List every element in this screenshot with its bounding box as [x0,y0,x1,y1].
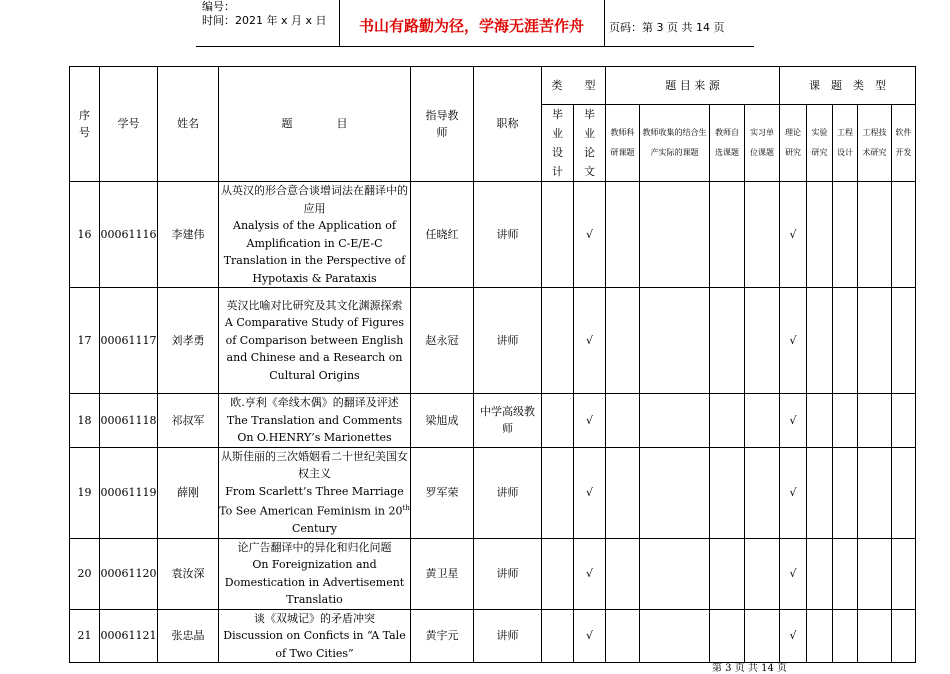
header-type-design: 毕业设计 [542,105,574,182]
cell-empty [745,538,780,609]
header-meta [202,0,327,28]
cell-student-id: 00061117 [100,288,158,394]
cell-empty [807,288,833,394]
title-cn: 欧.亨利《牵线木偶》的翻译及评述 [230,396,399,409]
cell-name: 张忠晶 [158,609,219,663]
cell-type-mark: √ [574,394,606,448]
cell-seq: 16 [70,182,100,288]
cell-empty [807,609,833,663]
title-en: The Translation and Comments On O.HENRY’s Marionettes [226,413,403,444]
cell-type-mark: √ [574,288,606,394]
cell-advisor: 黄宇元 [411,609,474,663]
cell-title [219,609,411,663]
cell-name: 袁汝深 [158,538,219,609]
cell-empty [710,538,745,609]
cell-empty [542,538,574,609]
cell-rank: 讲师 [474,288,542,394]
header-kind-engineering: 工程设计 [833,105,858,182]
cell-empty [710,182,745,288]
cell-empty [606,609,640,663]
title-cn: 从斯佳丽的三次婚姻看二十世纪美国女权主义 [221,449,408,480]
cell-kind-mark: √ [780,288,807,394]
cell-type-mark: √ [574,447,606,538]
title-cn: 英汉比喻对比研究及其文化渊源探索 [226,298,403,312]
cell-empty [807,538,833,609]
table-row [70,538,916,609]
header-source-practical: 教师收集的结合生产实际的课题 [640,105,710,182]
cell-seq: 20 [70,538,100,609]
title-en [219,483,410,538]
cell-empty [807,447,833,538]
cell-empty [858,182,892,288]
cell-empty [606,394,640,448]
cell-empty [833,394,858,448]
cell-empty [542,182,574,288]
cell-seq: 17 [70,288,100,394]
cell-title [219,288,411,394]
cell-empty [892,447,916,538]
cell-advisor: 黄卫星 [411,538,474,609]
title-en: On Foreignization and Domestication in Advertisement Translatio [224,558,405,607]
cell-seq: 19 [70,447,100,538]
cell-seq: 21 [70,609,100,663]
cell-empty [858,288,892,394]
topic-table [69,66,916,663]
header-source-self: 教师自选课题 [710,105,745,182]
cell-kind-mark: √ [780,538,807,609]
title-en: Analysis of the Application of Amplification in C-E/E-C Translation in the Perspective of Hypotaxis & Parataxis [223,219,406,285]
cell-empty [892,288,916,394]
table-row [70,394,916,448]
cell-title [219,182,411,288]
header-type-thesis: 毕业论文 [574,105,606,182]
table-row [70,447,916,538]
cell-advisor: 任晓红 [411,182,474,288]
title-en-superscript: th [402,504,410,512]
table-row [70,288,916,394]
time-label: 时间：2021 年 x 月 x 日 [202,14,327,27]
title-en-text: Century [292,522,337,536]
header-source-research: 教师科研课题 [606,105,640,182]
cell-empty [640,609,710,663]
cell-rank: 讲师 [474,447,542,538]
header-topic: 题 目 [219,67,411,182]
cell-empty [892,538,916,609]
cell-empty [542,288,574,394]
cell-empty [710,288,745,394]
cell-empty [606,447,640,538]
cell-empty [833,538,858,609]
cell-empty [833,609,858,663]
cell-empty [606,182,640,288]
cell-empty [833,288,858,394]
cell-rank: 讲师 [474,609,542,663]
cell-type-mark: √ [574,538,606,609]
cell-empty [858,394,892,448]
cell-name: 刘孝勇 [158,288,219,394]
title-en: Discussion on Conficts in “A Tale of Two Cities” [223,629,406,660]
cell-empty [710,394,745,448]
cell-kind-mark: √ [780,394,807,448]
cell-empty [640,447,710,538]
header-row [70,67,916,105]
cell-student-id: 00061119 [100,447,158,538]
cell-advisor: 赵永冠 [411,288,474,394]
cell-type-mark: √ [574,182,606,288]
header-rank: 职称 [474,67,542,182]
cell-advisor: 罗军荣 [411,447,474,538]
title-cn: 论广告翻译中的异化和归化问题 [237,540,392,554]
cell-empty [640,288,710,394]
header-source-group: 题 目 来 源 [606,67,780,105]
header-motto: 书山有路勤为径，学海无涯苦作舟 [358,17,584,35]
header-kind-tech: 工程技术研究 [858,105,892,182]
header-kind-theory: 理论研究 [780,105,807,182]
cell-rank: 讲师 [474,538,542,609]
header-divider [604,0,605,46]
cell-student-id: 00061121 [100,609,158,663]
cell-title [219,447,411,538]
cell-empty [542,394,574,448]
table-row [70,609,916,663]
header-kind-experiment: 实验研究 [807,105,833,182]
cell-type-mark: √ [574,609,606,663]
header-advisor: 指导教师 [411,67,474,182]
cell-empty [606,538,640,609]
cell-empty [640,394,710,448]
cell-empty [807,394,833,448]
cell-empty [745,609,780,663]
cell-title [219,538,411,609]
cell-name: 薛刚 [158,447,219,538]
cell-empty [710,609,745,663]
cell-empty [745,394,780,448]
header-student-id: 学号 [100,67,158,182]
cell-empty [640,538,710,609]
header-seq: 序号 [70,67,100,182]
cell-empty [858,609,892,663]
header-kind-software: 软件开发 [892,105,916,182]
cell-empty [833,447,858,538]
cell-empty [892,609,916,663]
cell-empty [858,538,892,609]
table-row [70,182,916,288]
cell-name: 李建伟 [158,182,219,288]
cell-empty [710,447,745,538]
cell-rank: 中学高级教师 [474,394,542,448]
cell-empty [892,394,916,448]
cell-empty [745,182,780,288]
cell-kind-mark: √ [780,447,807,538]
title-cn: 谈《双城记》的矛盾冲突 [254,611,375,625]
cell-advisor: 梁旭成 [411,394,474,448]
cell-student-id: 00061118 [100,394,158,448]
cell-empty [606,288,640,394]
cell-title [219,394,411,448]
cell-name: 祁叔军 [158,394,219,448]
cell-empty [745,288,780,394]
cell-empty [858,447,892,538]
title-en-text: From Scarlett’s Three Marriage To See American Feminism in 20 [219,484,404,518]
cell-student-id: 00061116 [100,182,158,288]
cell-empty [640,182,710,288]
cell-seq: 18 [70,394,100,448]
header-page-label: 页码：第 3 页 共 14 页 [609,21,725,34]
cell-empty [833,182,858,288]
number-label: 编号： [202,0,235,13]
cell-empty [807,182,833,288]
title-cn: 从英汉的形合意合谈增词法在翻译中的应用 [221,184,408,215]
header-source-internship: 实习单位课题 [745,105,780,182]
page-footer: 第 3 页 共 14 页 [712,663,787,674]
page-header [196,0,754,47]
header-type-group: 类 型 [542,67,606,105]
cell-rank: 讲师 [474,182,542,288]
cell-kind-mark: √ [780,182,807,288]
header-name: 姓名 [158,67,219,182]
title-en: A Comparative Study of Figures of Comparison between English and Chinese and a Research on Cultural Origins [224,316,405,382]
header-kind-group: 课 题 类 型 [780,67,916,105]
cell-empty [892,182,916,288]
cell-empty [745,447,780,538]
cell-empty [542,609,574,663]
cell-student-id: 00061120 [100,538,158,609]
cell-kind-mark: √ [780,609,807,663]
cell-empty [542,447,574,538]
